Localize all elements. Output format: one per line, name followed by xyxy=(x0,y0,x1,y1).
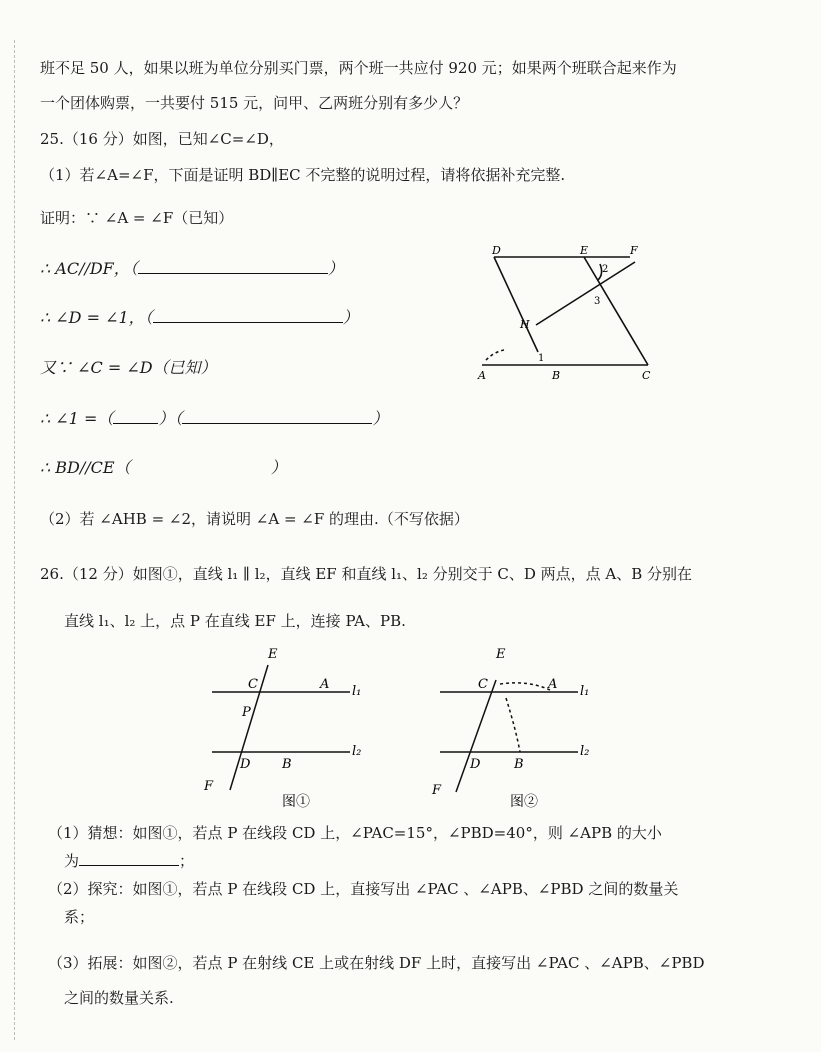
p25-step-5-text: ∴ BD//CE（ xyxy=(40,458,131,477)
p25-step-2 xyxy=(40,305,359,328)
fig2-label-B: B xyxy=(514,757,524,772)
p26-heading: 26.（12 分）如图①，直线 l₁ ∥ l₂，直线 EF 和直线 l₁、l₂ 分别交于 C、D 两点，点 A、B 分别在 xyxy=(40,565,693,583)
p26-question-2-cont: 系； xyxy=(64,908,95,926)
p25-step-4-text: ∴ ∠1 =（ xyxy=(40,409,114,428)
p25-step-2-end: ） xyxy=(342,308,359,327)
p25-step-2-text: ∴ ∠D = ∠1，（ xyxy=(40,308,153,327)
p26-question-1-answer xyxy=(64,850,194,871)
fig2-label-A: A xyxy=(548,677,558,692)
p25-step-4-blank-2[interactable] xyxy=(182,423,372,424)
p24-text-line-1: 班不足 50 人，如果以班为单位分别买门票，两个班一共应付 920 元；如果两个班联合起来作为 xyxy=(40,59,677,77)
p26-question-2: （2）探究：如图①，若点 P 在线段 CD 上，直接写出 ∠PAC 、∠APB、∠PBD 之间的数量关 xyxy=(48,880,679,898)
p25-step-1-blank[interactable] xyxy=(138,273,328,274)
line-db xyxy=(494,257,538,352)
label-C: C xyxy=(642,369,651,382)
p26-q1-end: ； xyxy=(179,852,195,870)
p25-question-1: （1）若∠A=∠F，下面是证明 BD∥EC 不完整的说明过程，请将依据补充完整. xyxy=(40,166,566,184)
p25-heading: 25.（16 分）如图，已知∠C=∠D， xyxy=(40,130,284,148)
fig2-label-l2: l₂ xyxy=(580,744,590,759)
fig1-caption: 图① xyxy=(282,794,310,810)
line-hf xyxy=(536,262,635,325)
label-B: B xyxy=(552,369,561,382)
fig1-label-B: B xyxy=(282,757,292,772)
fig1-label-P: P xyxy=(242,705,251,720)
fig1-label-C: C xyxy=(248,677,258,692)
p25-step-4-blank-1[interactable] xyxy=(113,423,158,424)
p25-step-5-end: ） xyxy=(270,458,287,477)
p25-question-2: （2）若 ∠AHB = ∠2，请说明 ∠A = ∠F 的理由.（不写依据） xyxy=(40,510,469,528)
fig2-label-l1: l₁ xyxy=(580,684,590,699)
p26-q1-prefix: 为 xyxy=(64,852,80,870)
p25-step-2-blank[interactable] xyxy=(153,322,343,323)
label-F: F xyxy=(630,244,638,257)
fig2-caption: 图② xyxy=(510,794,538,810)
p26-figure-2 xyxy=(428,640,608,810)
binding-margin-line xyxy=(14,40,15,1040)
p25-step-4-mid: ）（ xyxy=(158,409,183,428)
p25-proof-intro: 证明：∵ ∠A = ∠F（已知） xyxy=(40,209,234,227)
fig2-dashed-ca xyxy=(500,683,550,690)
line-ah-dashed xyxy=(486,350,504,360)
p26-question-3-cont: 之间的数量关系. xyxy=(64,989,174,1007)
fig1-label-A: A xyxy=(320,677,330,692)
fig2-dashed-pb xyxy=(506,698,520,752)
label-angle-1: 1 xyxy=(538,353,545,364)
fig2-label-F: F xyxy=(432,783,442,798)
p26-heading-2: 直线 l₁、l₂ 上，点 P 在直线 EF 上，连接 PA、PB. xyxy=(64,612,406,630)
fig2-label-C: C xyxy=(478,677,488,692)
label-A: A xyxy=(478,369,486,382)
fig2-label-E: E xyxy=(496,647,506,662)
label-angle-3: 3 xyxy=(594,296,601,307)
p24-text-line-2: 一个团体购票，一共要付 515 元，问甲、乙两班分别有多少人？ xyxy=(40,94,469,112)
fig2-line-ef xyxy=(456,680,496,792)
p25-step-4-end: ） xyxy=(372,409,389,428)
label-angle-2: 2 xyxy=(602,264,609,275)
fig1-label-E: E xyxy=(268,647,278,662)
p25-step-5 xyxy=(40,455,287,478)
fig2-label-D: D xyxy=(470,757,481,772)
p26-question-1: （1）猜想：如图①，若点 P 在线段 CD 上，∠PAC=15°，∠PBD=40°，则 ∠APB 的大小 xyxy=(48,824,662,842)
fig1-label-l1: l₁ xyxy=(352,684,362,699)
fig1-label-D: D xyxy=(240,757,251,772)
p25-figure xyxy=(470,240,670,385)
p25-step-4 xyxy=(40,406,388,429)
fig1-label-l2: l₂ xyxy=(352,744,362,759)
p25-step-1-end: ） xyxy=(327,259,344,278)
p26-q1-blank[interactable] xyxy=(79,865,179,866)
label-H: H xyxy=(520,318,530,331)
label-D: D xyxy=(492,244,501,257)
fig1-label-F: F xyxy=(204,779,214,794)
p26-figure-1 xyxy=(200,640,375,810)
p25-step-1 xyxy=(40,256,344,279)
p25-step-1-text: ∴ AC//DF，（ xyxy=(40,259,138,278)
label-E: E xyxy=(580,244,589,257)
p26-question-3: （3）拓展：如图②，若点 P 在射线 CE 上或在射线 DF 上时，直接写出 ∠PAC 、∠APB、∠PBD xyxy=(48,954,705,972)
p25-step-3: 又∵ ∠C = ∠D（已知） xyxy=(40,358,217,377)
